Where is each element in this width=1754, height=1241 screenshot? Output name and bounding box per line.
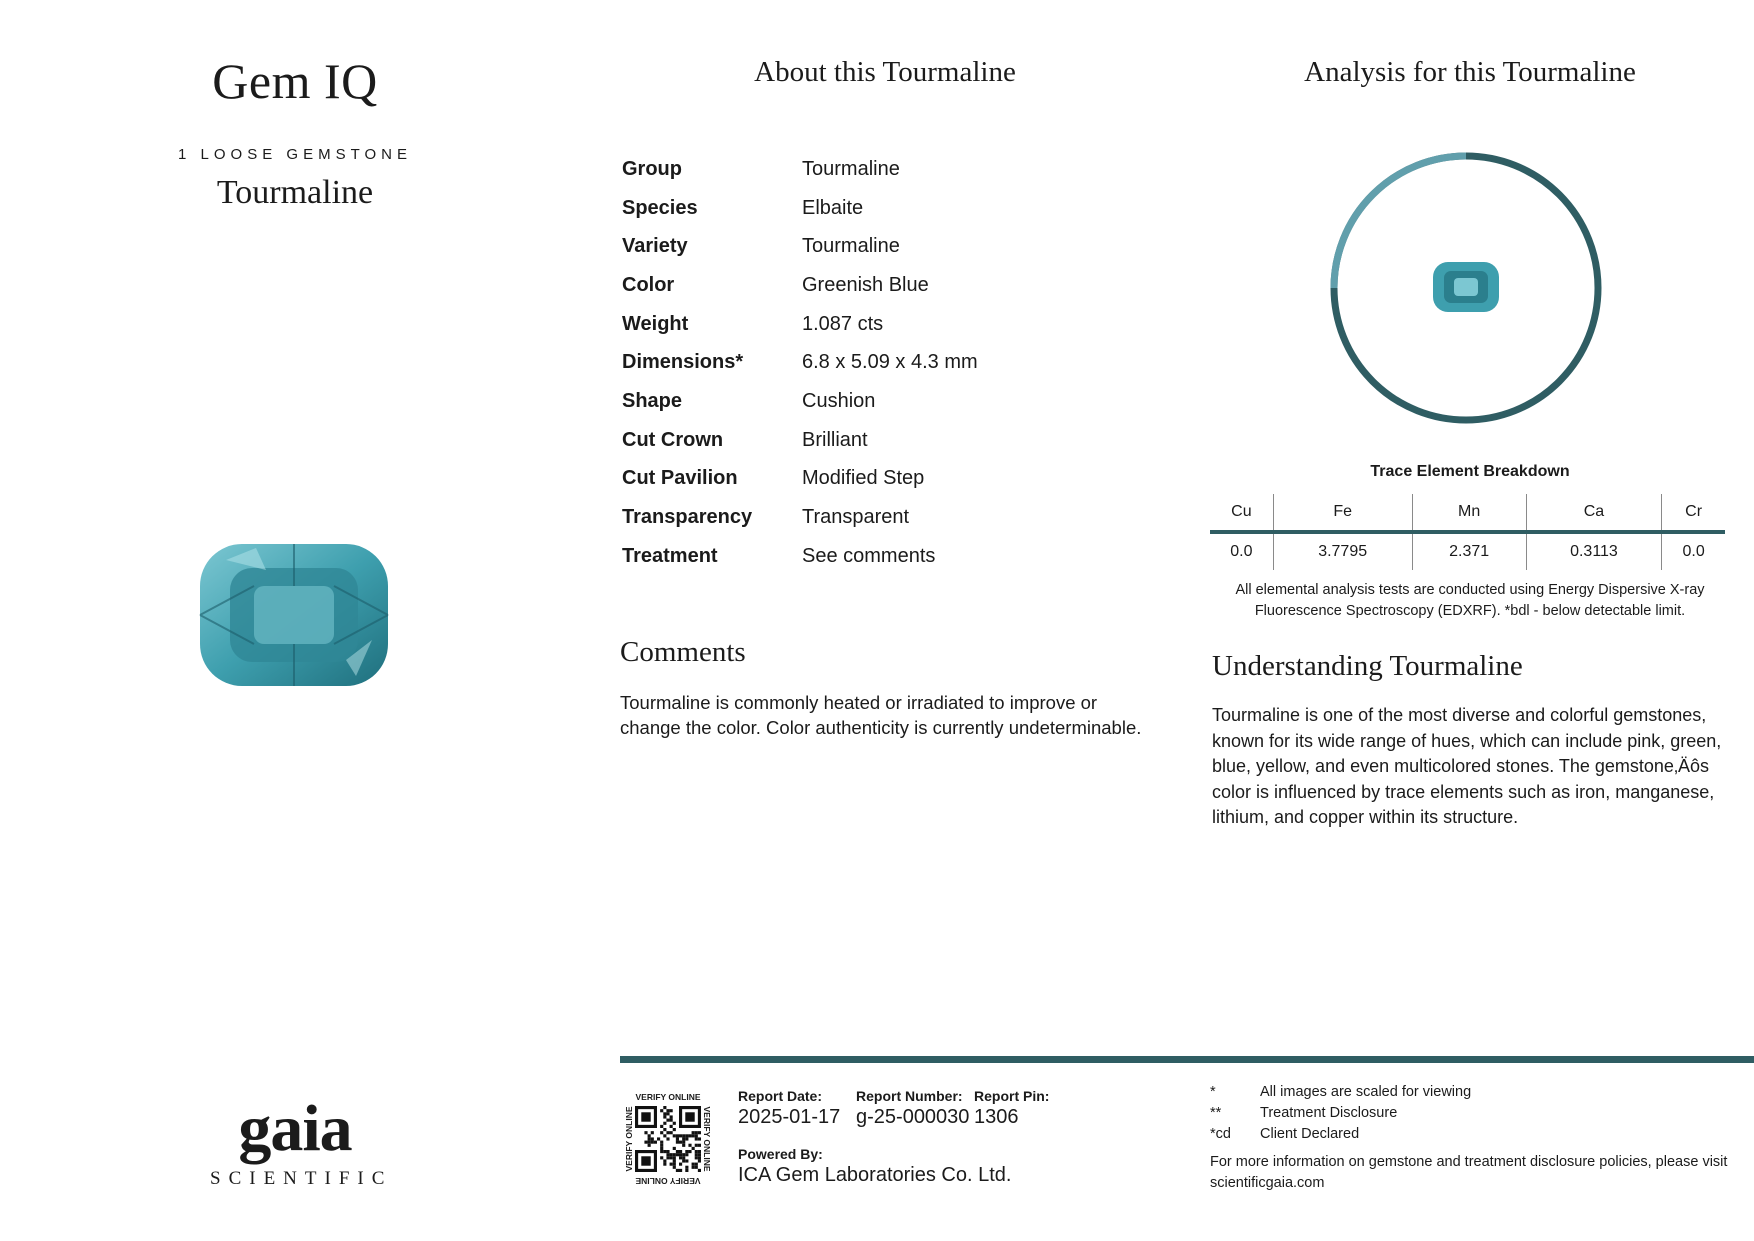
property-value: 6.8 x 5.09 x 4.3 mm <box>802 351 978 374</box>
footnote-row <box>1210 1102 1730 1123</box>
property-label: Species <box>622 196 698 219</box>
analysis-ring <box>1326 148 1606 428</box>
trace-element-header: Fe <box>1273 494 1412 532</box>
comments-title: Comments <box>620 636 746 668</box>
report-pin-label: Report Pin: <box>974 1088 1050 1104</box>
property-label: Weight <box>622 312 689 335</box>
verify-label-left: VERIFY ONLINE <box>624 1106 634 1172</box>
about-title: About this Tourmaline <box>754 56 1016 88</box>
analysis-title: Analysis for this Tourmaline <box>1304 56 1636 88</box>
trace-element-value: 3.7795 <box>1273 532 1412 570</box>
report-number <box>856 1088 969 1129</box>
property-value: Tourmaline <box>802 157 900 180</box>
trace-title: Trace Element Breakdown <box>1370 463 1570 480</box>
logo-word: gaia <box>238 1092 352 1165</box>
verify-label-top: VERIFY ONLINE <box>635 1092 701 1102</box>
trace-element-value: 2.371 <box>1412 532 1526 570</box>
property-label: Shape <box>622 389 683 412</box>
property-value: Tourmaline <box>802 235 900 258</box>
qr-code-icon[interactable] <box>635 1105 701 1173</box>
property-value: 1.087 cts <box>802 312 884 335</box>
more-info: For more information on gemstone and treatment disclosure policies, please visit scientificgaia.com <box>1210 1154 1728 1191</box>
property-value: Cushion <box>802 389 876 412</box>
footnotes <box>1210 1081 1730 1144</box>
verify-label-bottom: VERIFY ONLINE <box>635 1176 701 1186</box>
trace-element-value: 0.0 <box>1210 532 1273 570</box>
property-label: Treatment <box>622 544 718 567</box>
trace-element-header: Ca <box>1526 494 1662 532</box>
property-label: Cut Crown <box>622 428 724 451</box>
property-row <box>622 460 1142 499</box>
property-value: Modified Step <box>802 467 925 490</box>
property-value: Transparent <box>802 506 910 529</box>
property-value: See comments <box>802 544 936 567</box>
property-row <box>622 189 1142 228</box>
report-pin <box>974 1088 1049 1129</box>
report-date-label: Report Date: <box>738 1088 823 1104</box>
property-row <box>622 421 1142 460</box>
comments-text: Tourmaline is commonly heated or irradiated to improve or change the color. Color authenticity is currently undeterminable. <box>620 692 1142 738</box>
gemstone-image <box>196 540 392 690</box>
report-number-value: g-25-000030 <box>856 1106 970 1128</box>
property-value: Greenish Blue <box>802 273 929 296</box>
property-row <box>622 343 1142 382</box>
gaia-scientific-logo <box>210 1092 393 1190</box>
trace-element-header: Cu <box>1210 494 1273 532</box>
property-row <box>622 382 1142 421</box>
footnote-key: *cd <box>1210 1125 1231 1142</box>
property-row <box>622 537 1142 576</box>
footer-divider <box>620 1056 1754 1063</box>
report-date-value: 2025-01-17 <box>738 1106 841 1128</box>
verify-label-right: VERIFY ONLINE <box>702 1106 712 1172</box>
property-value: Brilliant <box>802 428 868 451</box>
gemstone-icon <box>1433 262 1499 312</box>
property-label: Transparency <box>622 506 753 529</box>
understanding-text: Tourmaline is one of the most diverse and colorful gemstones, known for its wide range of hues, which can include pink, green, blue, yellow, and even multicolored stones. The gemstone‚Äôs color is influenced by trace elements such as iron, manganese, lithium, and copper within its structure. <box>1212 705 1722 827</box>
trace-table <box>1210 494 1725 570</box>
powered-by <box>738 1146 1011 1187</box>
brand-title: Gem IQ <box>212 53 378 109</box>
verify-qr-block[interactable] <box>622 1092 714 1186</box>
report-date <box>738 1088 840 1129</box>
property-row <box>622 305 1142 344</box>
property-label: Cut Pavilion <box>622 467 738 490</box>
footnote-text: Treatment Disclosure <box>1260 1104 1398 1121</box>
property-row <box>622 227 1142 266</box>
powered-by-label: Powered By: <box>738 1146 823 1162</box>
report-number-label: Report Number: <box>856 1088 963 1104</box>
property-row <box>622 498 1142 537</box>
trace-element-value: 0.3113 <box>1526 532 1662 570</box>
property-label: Variety <box>622 235 688 258</box>
understanding-title: Understanding Tourmaline <box>1212 650 1523 682</box>
trace-note: All elemental analysis tests are conducted using Energy Dispersive X-ray Fluorescence Spectroscopy (EDXRF). *bdl - below detectable limit. <box>1235 582 1705 619</box>
footnote-text: Client Declared <box>1260 1125 1360 1142</box>
property-label: Color <box>622 273 675 296</box>
report-pin-value: 1306 <box>974 1106 1019 1128</box>
logo-sub: SCIENTIFIC <box>210 1168 393 1189</box>
property-value: Elbaite <box>802 196 864 219</box>
gemstone-count-label: 1 LOOSE GEMSTONE <box>178 146 412 163</box>
property-row <box>622 266 1142 305</box>
powered-by-value: ICA Gem Laboratories Co. Ltd. <box>738 1164 1012 1186</box>
trace-element-header: Cr <box>1662 494 1725 532</box>
footnote-row <box>1210 1081 1730 1102</box>
stone-name: Tourmaline <box>216 174 374 211</box>
footnote-text: All images are scaled for viewing <box>1260 1083 1472 1100</box>
property-label: Group <box>622 157 682 180</box>
footnote-key: * <box>1210 1083 1216 1100</box>
property-label: Dimensions* <box>622 351 744 374</box>
footnote-key: ** <box>1210 1104 1222 1121</box>
footnote-row <box>1210 1123 1730 1144</box>
property-row <box>622 150 1142 189</box>
properties-table <box>622 150 1142 576</box>
trace-element-header: Mn <box>1412 494 1526 532</box>
trace-element-value: 0.0 <box>1682 543 1705 560</box>
